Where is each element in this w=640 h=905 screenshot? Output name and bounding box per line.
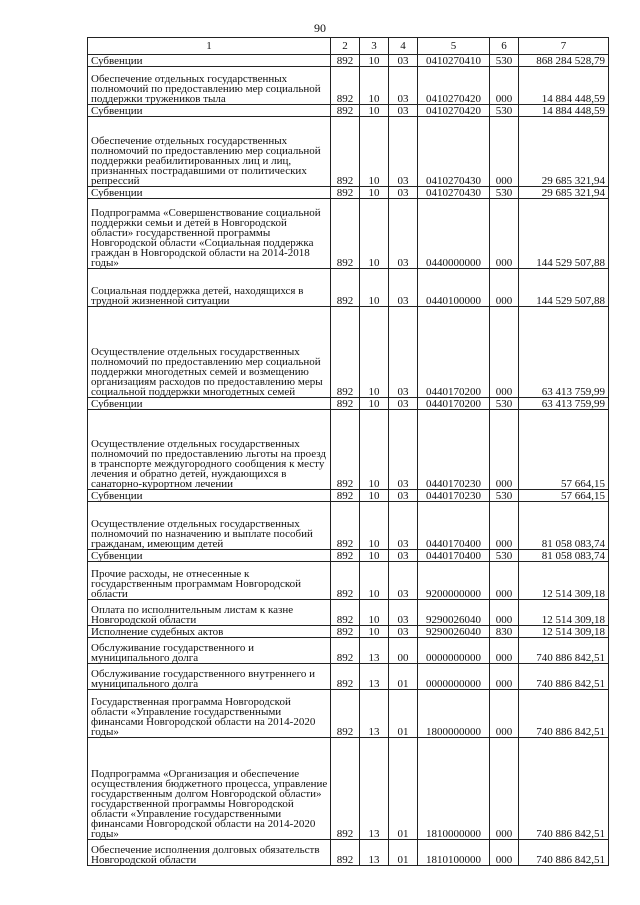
row-code-5-cell: 0440170200 [418,398,490,410]
row-amount-cell: 63 413 759,99 [519,398,609,410]
table-header-row [88,38,609,55]
row-code-5-cell: 0440100000 [418,269,490,307]
row-code-5-cell: 1810100000 [418,840,490,866]
row-code-4-cell: 03 [389,398,418,410]
row-code-4-cell: 03 [389,199,418,269]
row-amount-cell: 29 685 321,94 [519,117,609,187]
row-name-cell: Государственная программа Новгородской области «Управление государственными финансами Новгородской области на 2014-2020 годы» [88,690,331,738]
row-code-2-cell: 892 [331,55,360,67]
table-row [88,269,609,307]
row-code-5-cell: 0410270420 [418,105,490,117]
row-code-2-cell: 892 [331,738,360,840]
row-code-6-cell: 000 [490,562,519,600]
row-code-2-cell: 892 [331,117,360,187]
row-name-cell: Осуществление отдельных государственных полномочий по назначению и выплате пособий гражданам, имеющим детей [88,502,331,550]
row-code-3-cell: 13 [360,690,389,738]
row-amount-cell: 12 514 309,18 [519,562,609,600]
row-amount-cell: 144 529 507,88 [519,269,609,307]
row-code-2-cell: 892 [331,199,360,269]
row-code-3-cell: 10 [360,502,389,550]
table-row [88,550,609,562]
row-code-2-cell: 892 [331,638,360,664]
table-row [88,307,609,398]
row-code-4-cell: 03 [389,67,418,105]
table-row [88,199,609,269]
row-code-4-cell: 03 [389,562,418,600]
row-code-6-cell: 000 [490,410,519,490]
table-row [88,840,609,866]
row-code-6-cell: 000 [490,67,519,105]
table-row [88,117,609,187]
row-code-6-cell: 000 [490,638,519,664]
row-code-4-cell: 03 [389,105,418,117]
row-amount-cell: 868 284 528,79 [519,55,609,67]
row-code-3-cell: 10 [360,67,389,105]
row-name-cell: Подпрограмма «Организация и обеспечение осуществления бюджетного процесса, управление государственным долгом Новгородской области» государственной программы Новгородской области «Управление государственными финансами Новгородской области на 2014-2020 годы» [88,738,331,840]
row-code-6-cell: 000 [490,738,519,840]
row-amount-cell: 14 884 448,59 [519,67,609,105]
row-code-6-cell: 000 [490,502,519,550]
row-code-2-cell: 892 [331,307,360,398]
row-code-3-cell: 10 [360,199,389,269]
column-header: 2 [331,38,360,55]
row-code-5-cell: 0410270420 [418,67,490,105]
row-code-3-cell: 13 [360,638,389,664]
row-code-3-cell: 10 [360,562,389,600]
column-header: 3 [360,38,389,55]
column-header: 1 [88,38,331,55]
row-code-6-cell: 000 [490,840,519,866]
row-name-cell: Социальная поддержка детей, находящихся в трудной жизненной ситуации [88,269,331,307]
row-name-cell: Субвенции [88,55,331,67]
row-name-cell: Обслуживание государственного и муниципального долга [88,638,331,664]
row-code-2-cell: 892 [331,490,360,502]
row-amount-cell: 12 514 309,18 [519,626,609,638]
row-code-6-cell: 530 [490,187,519,199]
row-code-3-cell: 10 [360,600,389,626]
row-code-2-cell: 892 [331,502,360,550]
column-header: 6 [490,38,519,55]
row-code-5-cell: 0000000000 [418,664,490,690]
row-code-5-cell: 0410270430 [418,117,490,187]
table-row [88,490,609,502]
row-amount-cell: 740 886 842,51 [519,840,609,866]
row-code-4-cell: 03 [389,490,418,502]
row-code-2-cell: 892 [331,600,360,626]
row-code-2-cell: 892 [331,410,360,490]
row-code-5-cell: 0440170400 [418,502,490,550]
row-name-cell: Обеспечение отдельных государственных полномочий по предоставлению мер социальной поддержки тружеников тыла [88,67,331,105]
row-name-cell: Субвенции [88,187,331,199]
row-code-3-cell: 10 [360,269,389,307]
row-amount-cell: 29 685 321,94 [519,187,609,199]
row-name-cell: Исполнение судебных актов [88,626,331,638]
row-name-cell: Субвенции [88,398,331,410]
row-code-6-cell: 000 [490,199,519,269]
row-code-6-cell: 530 [490,55,519,67]
row-code-6-cell: 000 [490,307,519,398]
row-code-5-cell: 0410270430 [418,187,490,199]
row-code-3-cell: 10 [360,105,389,117]
row-code-2-cell: 892 [331,626,360,638]
row-code-4-cell: 01 [389,690,418,738]
row-code-6-cell: 000 [490,664,519,690]
row-code-2-cell: 892 [331,105,360,117]
page-number: 90 [314,21,326,35]
row-name-cell: Прочие расходы, не отнесенные к государственным программам Новгородской области [88,562,331,600]
row-amount-cell: 63 413 759,99 [519,307,609,398]
row-code-2-cell: 892 [331,562,360,600]
row-code-4-cell: 00 [389,638,418,664]
table-row [88,690,609,738]
row-code-2-cell: 892 [331,398,360,410]
row-amount-cell: 740 886 842,51 [519,690,609,738]
row-code-4-cell: 03 [389,550,418,562]
row-code-2-cell: 892 [331,550,360,562]
row-amount-cell: 144 529 507,88 [519,199,609,269]
row-amount-cell: 57 664,15 [519,490,609,502]
row-code-6-cell: 830 [490,626,519,638]
table-row [88,398,609,410]
row-code-2-cell: 892 [331,269,360,307]
row-code-3-cell: 10 [360,550,389,562]
table-row [88,738,609,840]
row-code-6-cell: 000 [490,269,519,307]
row-amount-cell: 740 886 842,51 [519,738,609,840]
row-name-cell: Осуществление отдельных государственных полномочий по предоставлению мер социальной поддержки многодетных семей и возмещению организациям расходов по предоставлению меры социальной поддержки многодетных семей [88,307,331,398]
row-code-4-cell: 03 [389,600,418,626]
table-row [88,187,609,199]
row-code-5-cell: 0440170200 [418,307,490,398]
row-code-4-cell: 01 [389,840,418,866]
row-code-6-cell: 530 [490,398,519,410]
row-name-cell: Субвенции [88,490,331,502]
row-code-6-cell: 000 [490,117,519,187]
row-code-4-cell: 03 [389,55,418,67]
row-code-5-cell: 9200000000 [418,562,490,600]
table-row [88,55,609,67]
table-row [88,105,609,117]
row-code-5-cell: 0440000000 [418,199,490,269]
table-row [88,626,609,638]
table-row [88,664,609,690]
table-row [88,562,609,600]
table-row [88,502,609,550]
row-code-2-cell: 892 [331,840,360,866]
row-code-3-cell: 13 [360,738,389,840]
row-code-3-cell: 10 [360,187,389,199]
row-code-5-cell: 0440170230 [418,410,490,490]
column-header: 4 [389,38,418,55]
row-code-5-cell: 1810000000 [418,738,490,840]
row-code-2-cell: 892 [331,67,360,105]
row-code-4-cell: 03 [389,307,418,398]
row-code-4-cell: 03 [389,117,418,187]
row-code-6-cell: 000 [490,600,519,626]
row-code-6-cell: 000 [490,690,519,738]
row-code-6-cell: 530 [490,490,519,502]
row-name-cell: Осуществление отдельных государственных полномочий по предоставлению льготы на проезд в транспорте междугородного сообщения к месту лечения и обратно детей, нуждающихся в санаторно-курортном лечении [88,410,331,490]
row-name-cell: Обеспечение исполнения долговых обязательств Новгородской области [88,840,331,866]
row-code-5-cell: 0440170400 [418,550,490,562]
row-code-4-cell: 03 [389,626,418,638]
row-amount-cell: 81 058 083,74 [519,550,609,562]
row-code-5-cell: 0410270410 [418,55,490,67]
table-row [88,410,609,490]
table-row [88,67,609,105]
row-code-4-cell: 01 [389,738,418,840]
row-code-5-cell: 1800000000 [418,690,490,738]
row-code-3-cell: 10 [360,307,389,398]
column-header: 5 [418,38,490,55]
row-code-3-cell: 10 [360,410,389,490]
row-amount-cell: 740 886 842,51 [519,638,609,664]
row-code-3-cell: 13 [360,664,389,690]
budget-table [87,37,609,866]
row-code-5-cell: 9290026040 [418,600,490,626]
column-header: 7 [519,38,609,55]
row-name-cell: Субвенции [88,105,331,117]
row-code-2-cell: 892 [331,187,360,199]
row-code-4-cell: 03 [389,187,418,199]
row-amount-cell: 81 058 083,74 [519,502,609,550]
row-code-3-cell: 10 [360,626,389,638]
row-code-2-cell: 892 [331,690,360,738]
row-name-cell: Подпрограмма «Совершенствование социальной поддержки семьи и детей в Новгородской области» государственной программы Новгородской области «Социальная поддержка граждан в Новгородской области на 2014-2018 годы» [88,199,331,269]
row-code-5-cell: 9290026040 [418,626,490,638]
row-code-4-cell: 01 [389,664,418,690]
row-code-6-cell: 530 [490,105,519,117]
row-code-3-cell: 10 [360,55,389,67]
row-code-4-cell: 03 [389,410,418,490]
table-row [88,600,609,626]
row-code-4-cell: 03 [389,502,418,550]
row-code-6-cell: 530 [490,550,519,562]
row-name-cell: Оплата по исполнительным листам к казне Новгородской области [88,600,331,626]
row-code-3-cell: 10 [360,117,389,187]
table-row [88,638,609,664]
row-name-cell: Субвенции [88,550,331,562]
row-amount-cell: 740 886 842,51 [519,664,609,690]
row-code-4-cell: 03 [389,269,418,307]
row-code-5-cell: 0440170230 [418,490,490,502]
row-amount-cell: 12 514 309,18 [519,600,609,626]
row-name-cell: Обеспечение отдельных государственных полномочий по предоставлению мер социальной поддержки реабилитированных лиц и лиц, признанных пострадавшими от политических репрессий [88,117,331,187]
row-code-5-cell: 0000000000 [418,638,490,664]
row-amount-cell: 57 664,15 [519,410,609,490]
row-amount-cell: 14 884 448,59 [519,105,609,117]
row-code-3-cell: 13 [360,840,389,866]
row-code-3-cell: 10 [360,490,389,502]
row-code-2-cell: 892 [331,664,360,690]
row-name-cell: Обслуживание государственного внутреннего и муниципального долга [88,664,331,690]
row-code-3-cell: 10 [360,398,389,410]
